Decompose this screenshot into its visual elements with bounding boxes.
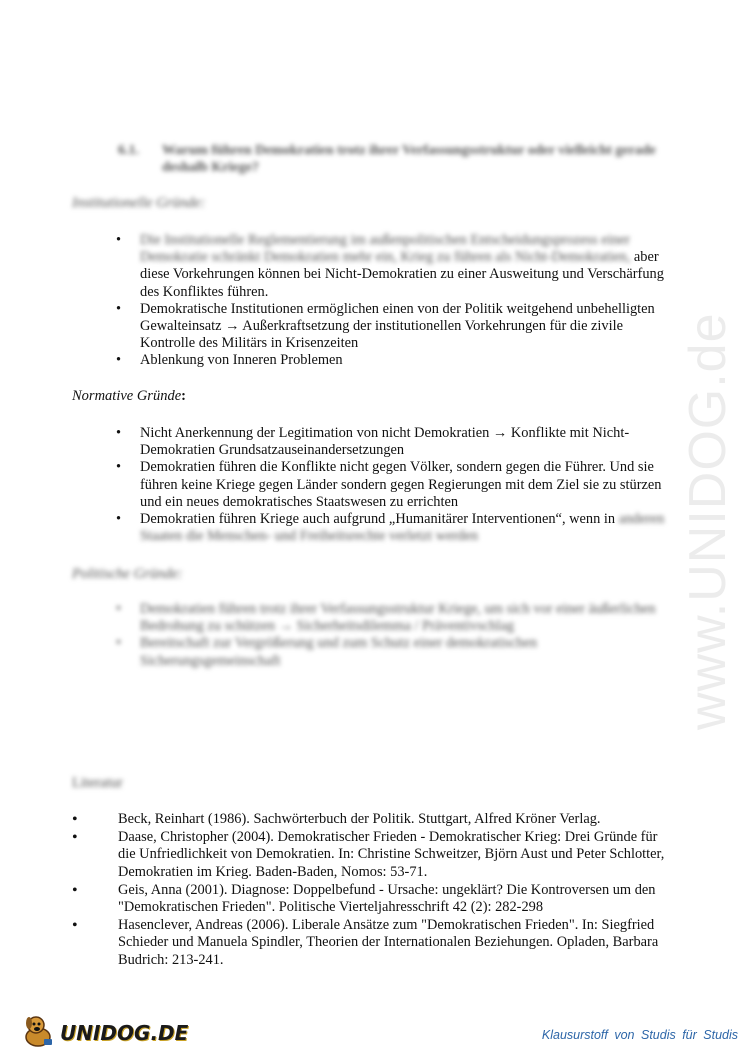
list-item	[112, 425, 677, 459]
dog-icon	[18, 1013, 58, 1054]
blurred-text: Die Institutionelle Reglementierung im außenpolitischen Entscheidungsprozess einer Demokratie schränkt Demokratien mehr ein, Krieg zu führen als Nicht-Demokratien,	[140, 232, 631, 266]
heading-text: Warum führen Demokratien trotz ihrer Verfassungsstruktur oder vielleicht gerade deshalb Kriege?	[162, 143, 656, 175]
reference-item: • Geis, Anna (2001). Diagnose: Doppelbefund - Ursache: ungeklärt? Die Kontroversen um den "Demokratischen Frieden". Politische Vierteljahresschrift 42 (2): 282-298	[72, 882, 672, 916]
blurred-text: Demokratien führen trotz ihrer Verfassungsstruktur Kriege, um sich vor einer äußerlichen Bedrohung zu schützen → Sicherheitsdilemma / Präventivschlag	[140, 601, 656, 635]
reference-item: • Beck, Reinhart (1986). Sachwörterbuch der Politik. Stuttgart, Alfred Kröner Verlag.	[72, 811, 672, 828]
list-item	[112, 601, 677, 635]
list-item	[112, 511, 677, 545]
political-list	[112, 601, 677, 670]
blurred-text: anderen Staaten die Menschen- und Freiheitsrechte verletzt werden	[140, 511, 665, 545]
political-title: Politische Gründe:	[72, 566, 183, 582]
literature-title: Literatur	[72, 775, 123, 791]
blurred-text: Bereitschaft zur Vergrößerung und zum Schutz einer demokratischen Sicherungsgemeinschaft	[140, 635, 538, 669]
list-item	[112, 459, 677, 511]
reference-item: • Daase, Christopher (2004). Demokratischer Frieden - Demokratischer Krieg: Drei Gründe für die Unfriedlichkeit von Demokratien. In: Christine Schweitzer, Björn Aust und Peter Schlotter, Demokratien im Krieg. Baden-Baden, Nomos: 53-71.	[72, 829, 672, 881]
item-text: Ablenkung von Inneren Problemen	[140, 352, 343, 369]
list-item	[112, 232, 677, 301]
item-text: Nicht Anerkennung der Legitimation von nicht Demokratien → Konflikte mit Nicht-Demokratien Grundsatzauseinandersetzungen	[140, 425, 630, 459]
item-text: Demokratische Institutionen ermöglichen einen von der Politik weitgehend unbehelligten Gewalteinsatz → Außerkraftsetzung der institutionellen Vorkehrungen für die zivile Kontrolle des Militärs in Krisenzeiten	[140, 300, 655, 352]
literature-list	[72, 811, 672, 970]
list-item	[112, 352, 677, 369]
normative-title-colon: :	[181, 388, 186, 404]
heading-number: 6.1.	[118, 143, 139, 158]
list-item	[112, 301, 677, 353]
item-text: Demokratien führen die Konflikte nicht gegen Völker, sondern gegen die Führer. Und sie führen keine Kriege gegen Länder sondern gegen Regierungen mit dem Ziel sie zu stürzen und ein neues demokratisches Staatswesen zu errichten	[140, 459, 662, 510]
list-item	[112, 635, 677, 669]
institutional-list	[112, 232, 677, 370]
unidog-logo[interactable]	[18, 1015, 188, 1051]
normative-list	[112, 425, 677, 545]
watermark-text: www.UNIDOG.de	[679, 312, 737, 730]
institutional-title: Institutionelle Gründe:	[72, 195, 206, 211]
reference-item: • Hasenclever, Andreas (2006). Liberale Ansätze zum "Demokratischen Frieden". In: Siegfried Schieder und Manuela Spindler, Theorien der Internationalen Beziehungen. Opladen, Barbara Budrich: 213-241.	[72, 917, 672, 969]
normative-title-text: Normative Gründe	[72, 388, 182, 404]
watermark	[678, 312, 738, 731]
item-text: aber diese Vorkehrungen können bei Nicht-Demokratien zu einer Ausweitung und Verschärfung des Konfliktes führen.	[140, 249, 664, 300]
footer-slogan: Klausurstoff von Studis für Studis	[541, 1028, 738, 1042]
normative-title	[72, 388, 186, 405]
logo-text: UNIDOG.DE	[60, 1021, 189, 1045]
item-text: Demokratien führen Kriege auch aufgrund „Humanitärer Interventionen“, wenn in	[140, 511, 616, 528]
